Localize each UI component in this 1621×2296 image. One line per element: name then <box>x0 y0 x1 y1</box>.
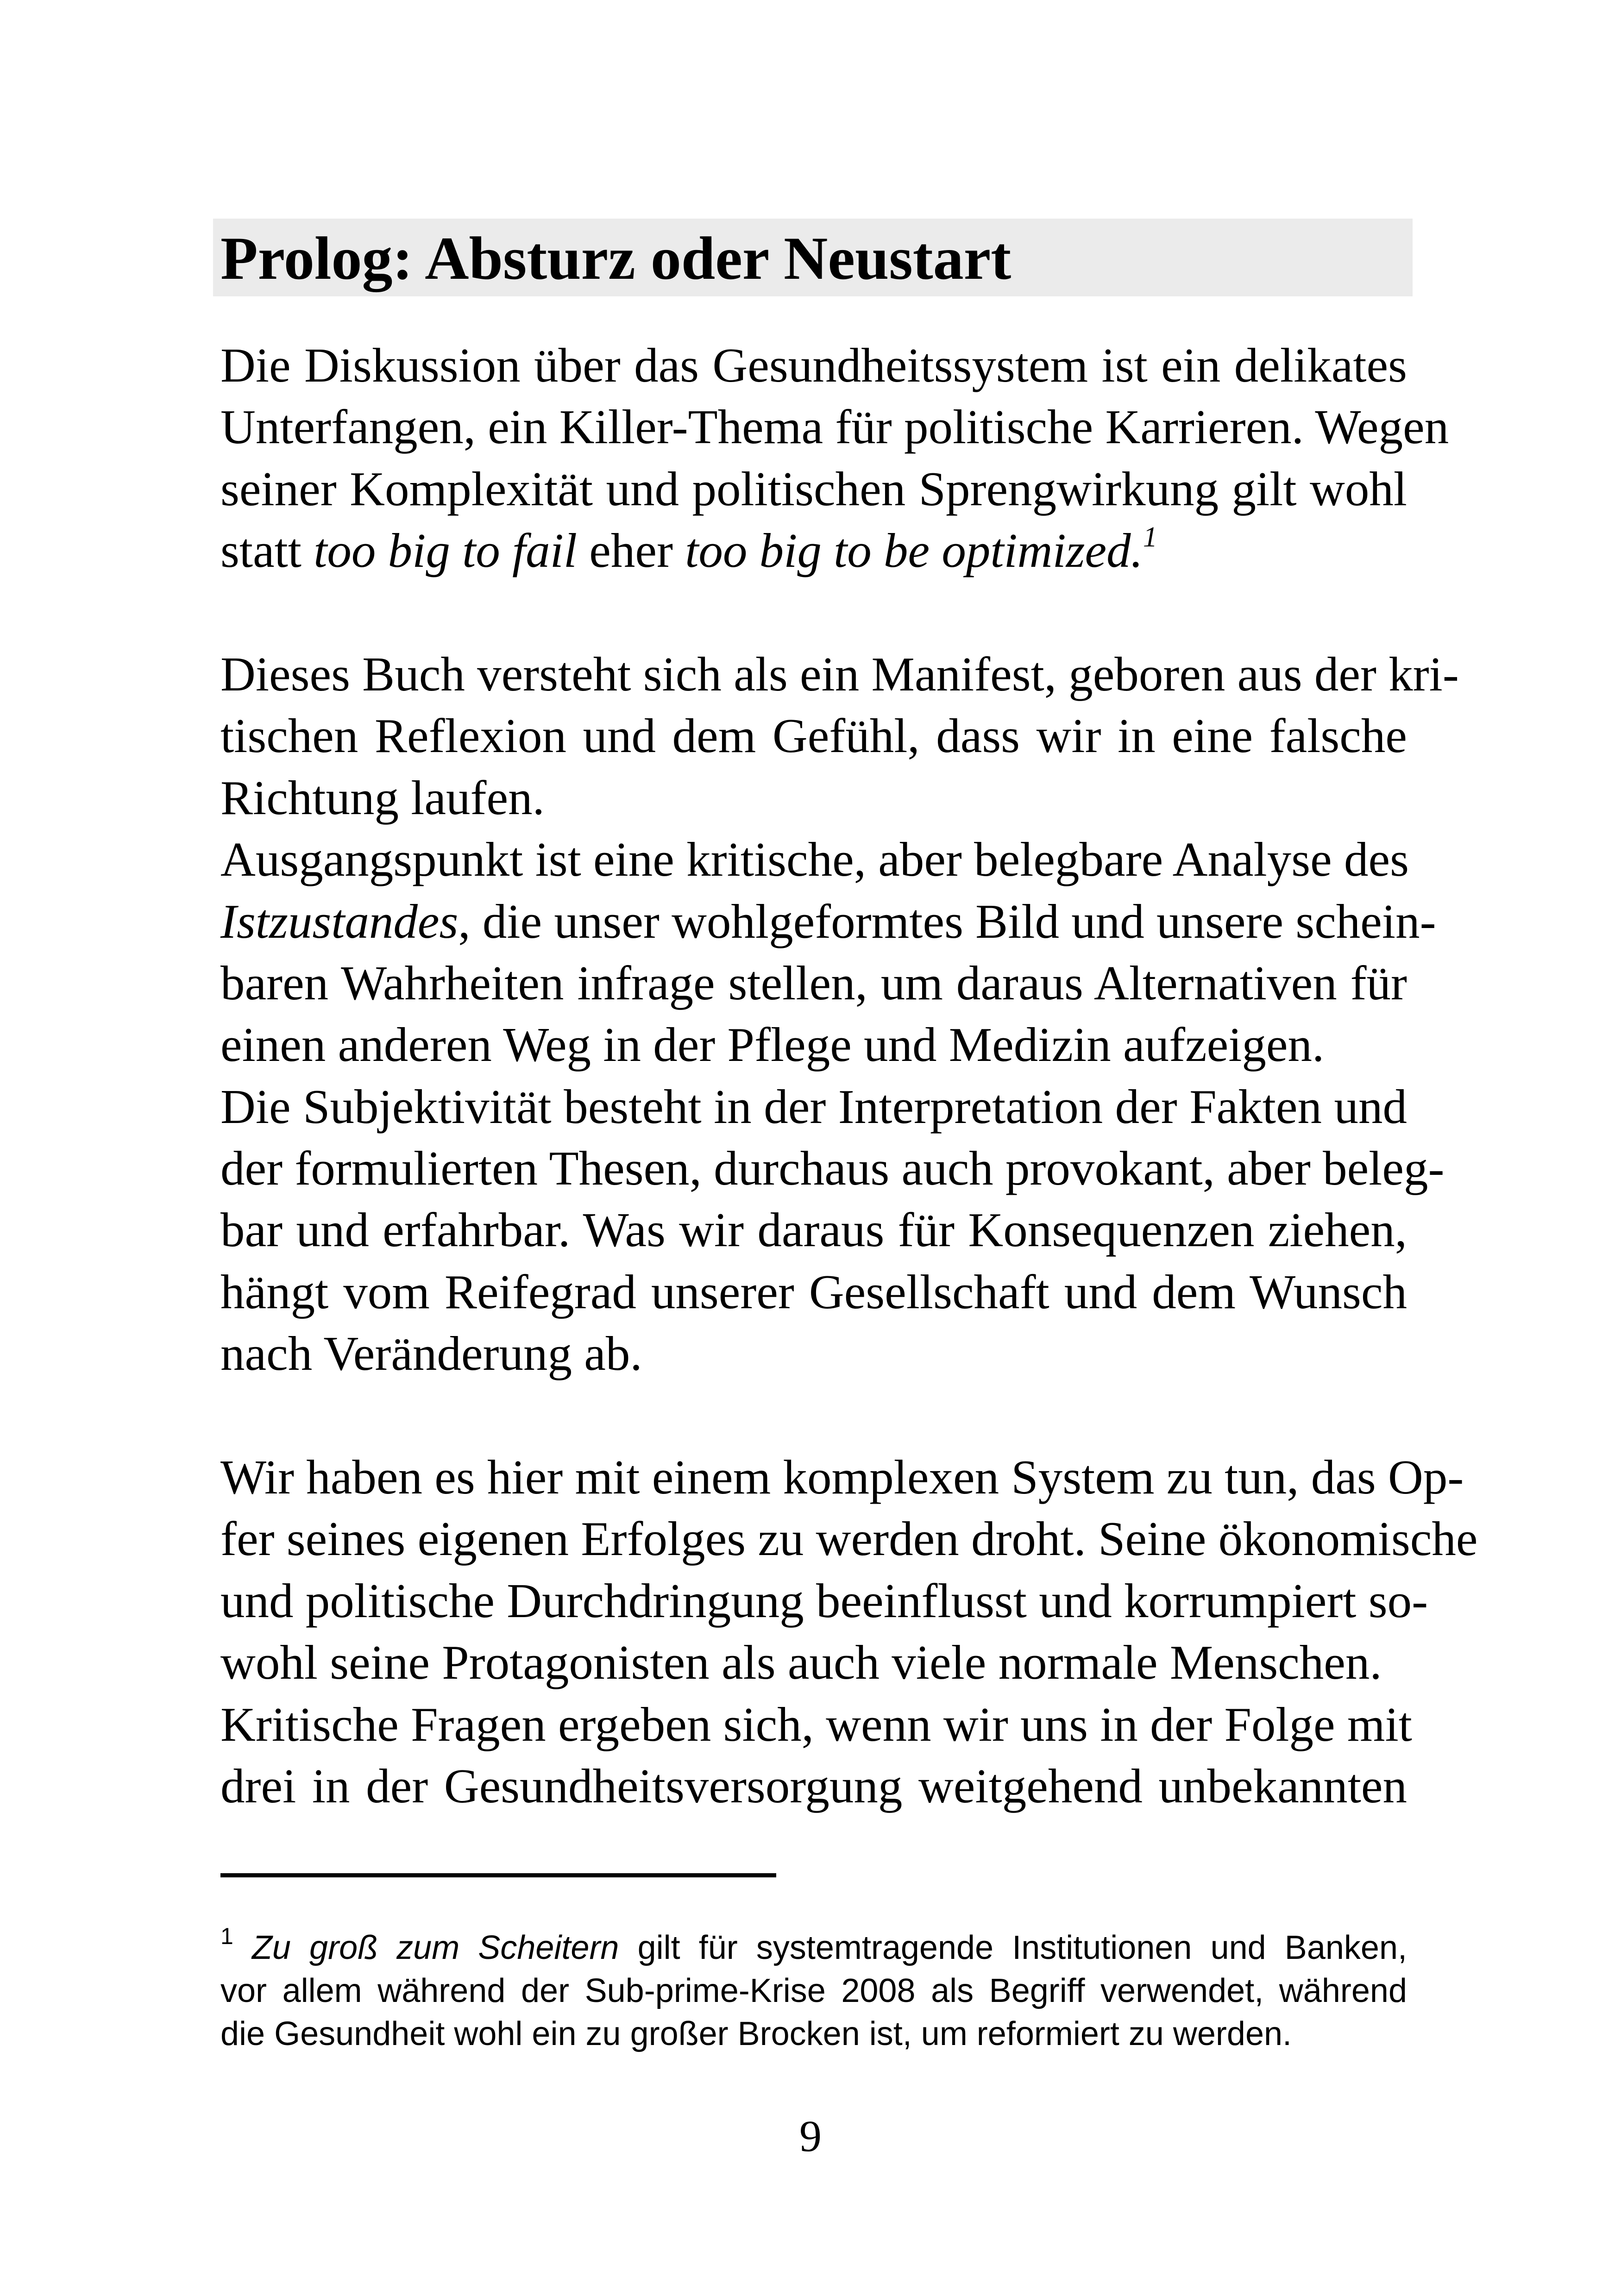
text-line: seiner Komplexität und politischen Sprengwirkung gilt wohl <box>220 461 1407 516</box>
emphasis: Zu groß zum Scheitern <box>251 1929 619 1966</box>
text-line: der formulierten Thesen, durchaus auch provokant, aber beleg- <box>220 1141 1445 1196</box>
paragraph-gap <box>220 1385 1407 1446</box>
emphasis: too big to fail <box>314 523 578 578</box>
emphasis: too big to be optimized. <box>685 523 1143 578</box>
text-line: hängt vom Reifegrad unserer Gesellschaft und dem Wunsch <box>220 1264 1407 1319</box>
footnote-reference[interactable]: 1 <box>1143 521 1157 553</box>
text-line: bar und erfahrbar. Was wir daraus für Konsequenzen ziehen, <box>220 1203 1407 1257</box>
text-line: Istzustandes, die unser wohlgeformtes Bild und unsere schein- <box>220 894 1436 948</box>
footnote-line: $^1$ Zu groß zum Scheitern gilt für systemtragende Institutionen und Banken, <box>220 1923 1407 1966</box>
text-line: Die Diskussion über das Gesundheitssystem ist ein delikates <box>220 338 1407 392</box>
text-line: fer seines eigenen Erfolges zu werden droht. Seine ökonomische <box>220 1512 1478 1566</box>
text-line: und politische Durchdringung beeinflusst und korrumpiert so- <box>220 1573 1428 1628</box>
text-line: Richtung laufen. <box>220 770 545 825</box>
page-number: 9 <box>799 2111 822 2161</box>
body-text <box>220 334 1478 1817</box>
paragraph-gap <box>220 582 1407 643</box>
text-line: statt too big to fail eher too big to be optimized.$^1$ <box>220 521 1157 578</box>
text-line: drei in der Gesundheitsversorgung weitgehend unbekannten <box>220 1758 1407 1813</box>
emphasis: Istzustandes <box>220 894 459 948</box>
text-line: wohl seine Protagonisten als auch viele normale Menschen. <box>220 1635 1382 1690</box>
text-line: einen anderen Weg in der Pflege und Medizin aufzeigen. <box>220 1017 1325 1072</box>
text-line: tischen Reflexion und dem Gefühl, dass wir in eine falsche <box>220 709 1407 763</box>
chapter-heading: Prolog: Absturz oder Neustart <box>220 224 1012 292</box>
footnote-line: die Gesundheit wohl ein zu großer Brocken ist, um reformiert zu werden. <box>220 2015 1292 2052</box>
footnote-separator <box>220 1873 776 1877</box>
footnote-mark: 1 <box>220 1923 233 1949</box>
text-line: baren Wahrheiten infrage stellen, um daraus Alternativen für <box>220 955 1407 1010</box>
text-line: Wir haben es hier mit einem komplexen System zu tun, das Op- <box>220 1450 1464 1505</box>
text-line: Dieses Buch versteht sich als ein Manifest, geboren aus der kri- <box>220 646 1459 701</box>
footnote <box>220 1923 1407 2056</box>
text-line: nach Veränderung ab. <box>220 1326 642 1381</box>
text-line: Die Subjektivität besteht in der Interpretation der Fakten und <box>220 1079 1407 1134</box>
text-line: Unterfangen, ein Killer-Thema für politische Karrieren. Wegen <box>220 400 1449 454</box>
text-line: Kritische Fragen ergeben sich, wenn wir uns in der Folge mit <box>220 1697 1412 1751</box>
text-line: Ausgangspunkt ist eine kritische, aber belegbare Analyse des <box>220 832 1409 887</box>
footnote-line: vor allem während der Sub-prime-Krise 2008 als Begriff verwendet, während <box>220 1972 1407 2009</box>
